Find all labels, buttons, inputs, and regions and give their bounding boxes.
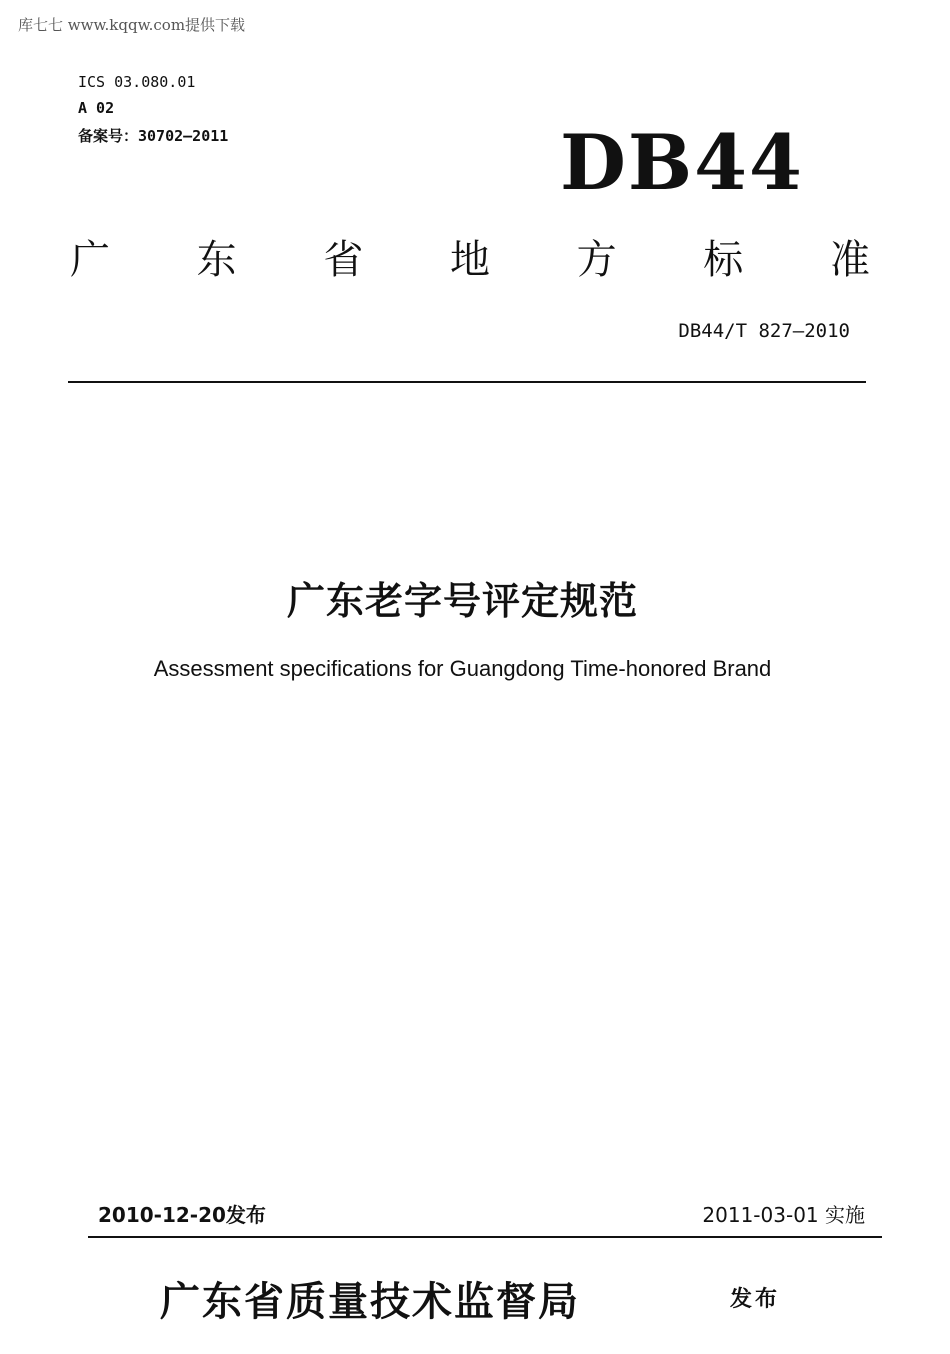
document-title-cn: 广东老字号评定规范	[286, 579, 638, 623]
standard-kind-char: 方	[576, 237, 617, 283]
top-divider	[68, 381, 866, 383]
issuer-action-label: 发布	[730, 1286, 781, 1312]
standard-kind-char: 标	[703, 237, 744, 283]
bottom-divider	[88, 1236, 882, 1238]
standard-number: DB44/T 827—2010	[678, 320, 850, 342]
standard-kind-char: 准	[829, 237, 870, 283]
issue-date: 2010-12-20发布	[98, 1203, 266, 1227]
filing-number: 备案号：30702—2011	[78, 127, 229, 145]
standard-kind-char: 省	[323, 237, 364, 283]
ccs-code: A 02	[78, 99, 115, 117]
db-code-logo: DB44	[560, 118, 804, 207]
document-title-en: Assessment specifications for Guangdong Time-honored Brand	[153, 656, 772, 681]
standard-kind-char: 东	[196, 237, 237, 283]
watermark-text: 库七七 www.kqqw.com提供下载	[18, 16, 246, 34]
standard-kind-heading	[70, 228, 870, 283]
ics-code: ICS 03.080.01	[78, 73, 196, 91]
standard-kind-char: 广	[70, 237, 110, 283]
implementation-date: 2011-03-01 实施	[702, 1203, 865, 1227]
standard-kind-char: 地	[449, 237, 490, 283]
issuing-authority: 广东省质量技术监督局	[160, 1278, 580, 1325]
